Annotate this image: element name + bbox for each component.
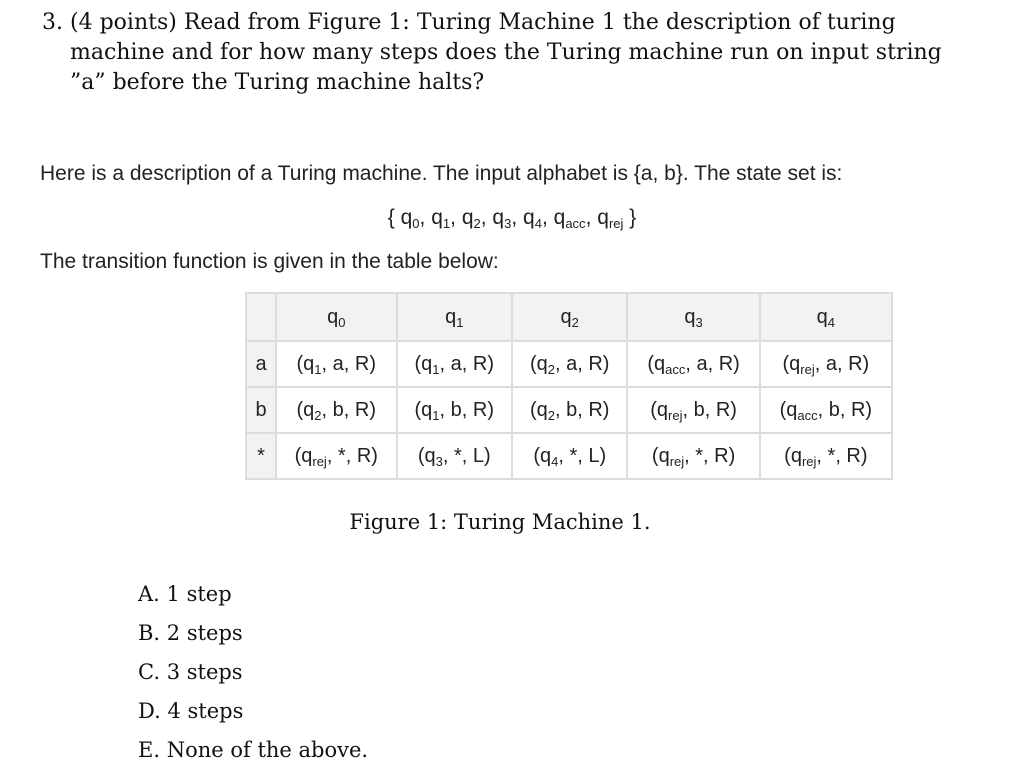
answer-option-e[interactable]: E. None of the above. (138, 738, 369, 762)
table-header-state: $q_1$ (397, 293, 512, 341)
table-row (246, 341, 892, 387)
table-header-state: $q_4$ (760, 293, 892, 341)
row-symbol: b (246, 387, 276, 433)
table-header-state: $q_0$ (276, 293, 397, 341)
transition-cell: ($q_{acc}$, b, R) (760, 387, 892, 433)
transition-cell: ($q_1$, a, R) (397, 341, 512, 387)
question-text: (4 points) Read from Figure 1: Turing Machine 1 the description of turing machine and for how many steps does the Turing machine run on input string ”a” before the Turing machine halts? (70, 10, 942, 95)
transition-cell: ($q_{rej}$, *, R) (760, 433, 892, 479)
table-header-row (246, 293, 892, 341)
table-header-state: $q_3$ (627, 293, 759, 341)
state-set-item: $q_0$, (400, 206, 426, 231)
transition-cell: ($q_{rej}$, *, R) (627, 433, 759, 479)
transition-cell: ($q_1$, a, R) (276, 341, 397, 387)
state-set-item: $q_2$, (461, 206, 487, 231)
table-row (246, 387, 892, 433)
table-corner-cell (246, 293, 276, 341)
answer-options (138, 580, 738, 775)
state-set-item: $q_1$, (431, 206, 456, 231)
question (42, 8, 982, 95)
table-header-state: $q_2$ (512, 293, 627, 341)
answer-option-a[interactable]: A. 1 step (138, 582, 232, 606)
state-set (0, 204, 1024, 232)
transition-cell: ($q_3$, *, L) (397, 433, 512, 479)
transition-table (245, 292, 893, 480)
transition-cell: ($q_{acc}$, a, R) (627, 341, 759, 387)
transition-cell: ($q_2$, b, R) (276, 387, 397, 433)
answer-option-c[interactable]: C. 3 steps (138, 660, 243, 684)
transition-cell: ($q_2$, b, R) (512, 387, 627, 433)
figure-caption: Figure 1: Turing Machine 1. (349, 510, 651, 534)
transition-cell: ($q_1$, b, R) (397, 387, 512, 433)
answer-option-d[interactable]: D. 4 steps (138, 699, 244, 723)
state-set-close-brace: } (629, 206, 637, 229)
state-set-item: $q_4$, (523, 206, 548, 231)
transition-cell: ($q_{rej}$, b, R) (627, 387, 759, 433)
transition-cell: ($q_4$, *, L) (512, 433, 627, 479)
state-set-item: $q_{rej}$ (597, 206, 624, 231)
transition-cell: ($q_{rej}$, *, R) (276, 433, 397, 479)
answer-option-b[interactable]: B. 2 steps (138, 621, 243, 645)
transition-intro: The transition function is given in the table below: (40, 250, 499, 273)
table-row (246, 433, 892, 479)
state-set-item: $q_{acc}$, (553, 206, 592, 231)
state-set-open-brace: { (387, 206, 395, 229)
row-symbol: * (246, 433, 276, 479)
transition-cell: ($q_2$, a, R) (512, 341, 627, 387)
question-number: 3. (42, 10, 63, 35)
transition-cell: ($q_{rej}$, a, R) (760, 341, 892, 387)
row-symbol: a (246, 341, 276, 387)
machine-intro: Here is a description of a Turing machine. The input alphabet is {a, b}. The state set is: (40, 162, 843, 185)
state-set-item: $q_3$, (492, 206, 518, 231)
